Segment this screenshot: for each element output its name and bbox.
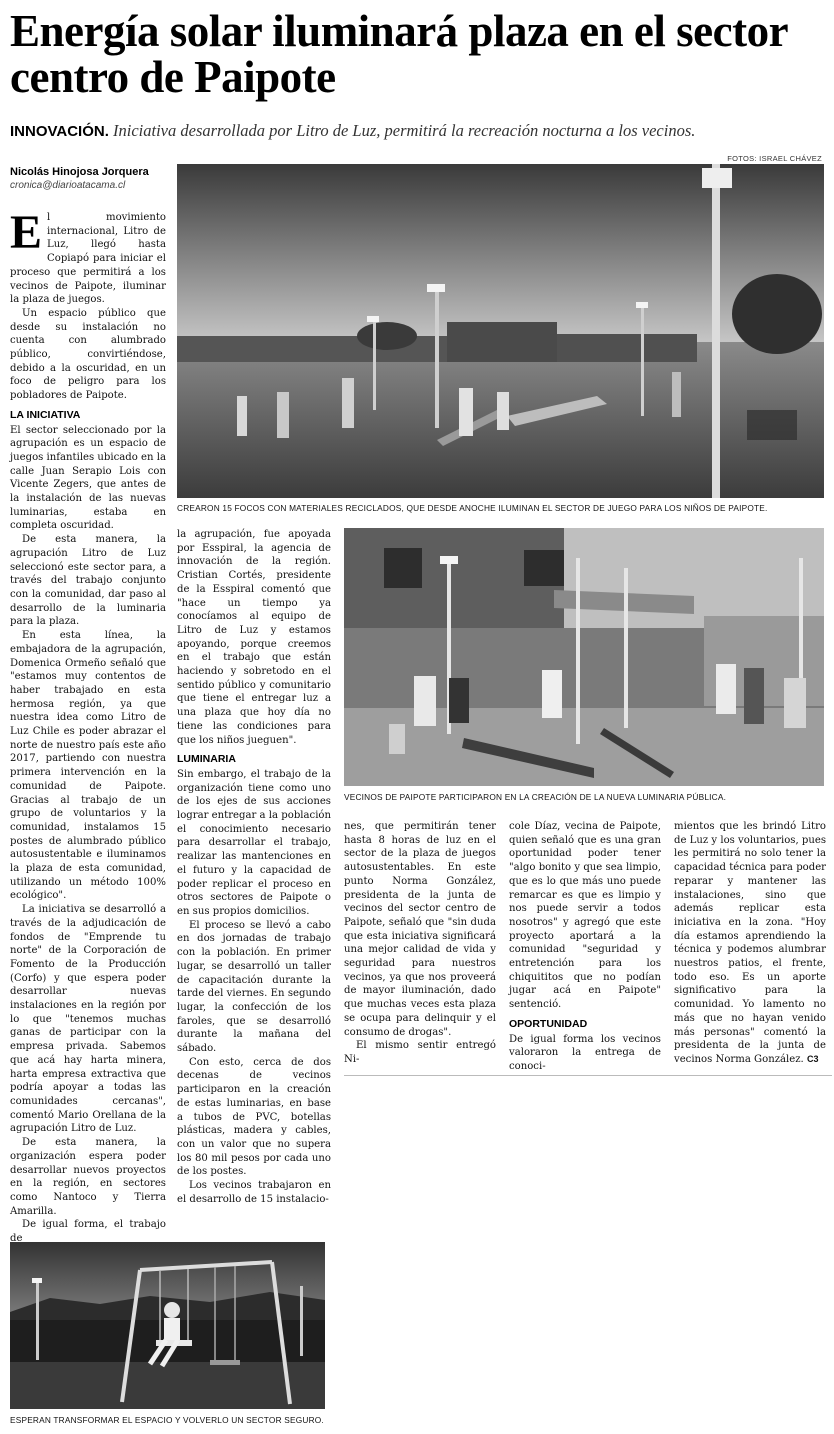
paragraph: El proceso se llevó a cabo en dos jornadas de trabajo con la población. En primer lugar, se desarrolló un taller de capacitación durante la tarde del viernes. En segundo lugar, la confección de los faroles, que se desarrolló durante la mañana del sábado.	[177, 919, 331, 1055]
caption-photo-1: CREARON 15 FOCOS CON MATERIALES RECICLADOS, QUE DESDE ANOCHE ILUMINAN EL SECTOR DE JUEGO PARA LOS NIÑOS DE PAIPOTE.	[177, 503, 768, 513]
child-on-swing-photo	[10, 1242, 325, 1409]
opening-paragraph	[10, 206, 166, 307]
evening-plaza-photo	[177, 164, 824, 498]
neighbors-installation-photo	[344, 528, 824, 786]
author-name: Nicolás Hinojosa Jorquera	[10, 166, 149, 178]
dropcap: E	[10, 206, 43, 259]
neighbors-installation-illustration	[344, 528, 824, 786]
closing-paragraph-text: mientos que les brindó Litro de Luz y los voluntarios, pues les permitirá no solo tener la capacidad técnica para poder reparar y mantener las instalaciones, sino que además replicar esta iniciativa en la zona. "Hoy día estamos aprendiendo la técnica y podemos alumbrar nuestros patios, el frente, todo eso. Es un aporte significativo para la comunidad. Yo lamento no más que no hayan venido más personas" comentó la presidenta de la junta de vecinos Norma González.	[674, 821, 826, 1065]
caption-photo-2: VECINOS DE PAIPOTE PARTICIPARON EN LA CREACIÓN DE LA NUEVA LUMINARIA PÚBLICA.	[344, 792, 727, 802]
subheading-la-iniciativa: LA INICIATIVA	[10, 408, 81, 421]
deck-text: Iniciativa desarrollada por Litro de Luz, permitirá la recreación nocturna a los vecinos.	[113, 121, 696, 140]
article-column-3	[344, 820, 496, 1068]
photo-credit: FOTOS: ISRAEL CHÁVEZ	[727, 154, 822, 163]
end-mark: C3	[806, 1053, 819, 1064]
paragraph: La iniciativa se desarrolló a través de la adjudicación de fondos de "Emprende tu norte" de la Corporación de Fomento de la Producción (Corfo) y que espera poder desarrollar nuevas instalaciones en la región por lo que "tenemos muchas ganas de participar con la empresa privada. Sabemos que acá hay harta minera, harta empresa extractiva que podría apoyar a todas las comunidades cercanas", comentó Mario Orellana de la agrupación Litro de Luz.	[10, 904, 166, 1135]
paragraph: nes, que permitirán tener hasta 8 horas de luz en el sector de la plaza de juegos autosustentables. En este punto Norma González, presidenta de la junta de vecinos del sector centro de Paipote, señaló que "sin duda que esta iniciativa significará una mejor calidad de vida y seguridad para nuestros vecinos, ya que nos proveerá de mayor iluminación, dado que muchas veces esta plaza se ocupa para delinquir y el consumo de drogas".	[344, 821, 496, 1038]
section-rule	[344, 1075, 832, 1076]
author-email[interactable]: cronica@diarioatacama.cl	[10, 180, 126, 191]
article-column-2	[177, 528, 331, 1236]
paragraph: Un espacio público que desde su instalación no cuenta con alumbrado público, convirtiéndose, debido a la oscuridad, en un foco de peligro para los pobladores de Paipote.	[10, 307, 166, 402]
paragraph: cole Díaz, vecina de Paipote, quien señaló que es una gran oportunidad poder tener "algo bonito y que sea limpio, que es lo que más uno puede remarcar es que es limpio y nos puede servir a todos nosotros" y agregó que este proyecto aportará a la comunidad "seguridad y entretención para los chiquititos que no podían jugar acá en Paipote" sentenció.	[509, 821, 661, 1011]
deck	[10, 121, 830, 142]
paragraph: De esta manera, la agrupación Litro de Luz seleccionó este sector para, a través del trabajo conjunto con la comunidad, dar paso al desarrollo de la luminaria para la plaza.	[10, 534, 166, 628]
paragraph: Con esto, cerca de dos decenas de vecinos participaron en la creación de estas luminarias, en base a tubos de PVC, botellas plásticas, madera y cables, con un valor que no supera los 80 mil pesos por cada uno de los postes.	[177, 1056, 331, 1178]
paragraph: Los vecinos trabajaron en el desarrollo de 15 instalacio-	[177, 1180, 331, 1205]
paragraph: De esta manera, la organización espera poder desarrollar nuevos proyectos en la región, en sectores como Nantoco y Tierra Amarilla.	[10, 1137, 166, 1217]
article-column-5	[674, 820, 826, 1068]
kicker: INNOVACIÓN.	[10, 123, 109, 140]
paragraph: Sin embargo, el trabajo de la organización tiene como uno de los ejes de sus acciones lograr entregar a la población el conocimiento necesario para desarrollar el trabajo, realizar las mantenciones en el futuro y la capacidad de poder replicar el proceso en otros sectores de Paipote o en sus propios domicilios.	[177, 768, 331, 917]
evening-plaza-illustration	[177, 164, 824, 498]
subheading-oportunidad: OPORTUNIDAD	[509, 1017, 588, 1030]
caption-photo-3: ESPERAN TRANSFORMAR EL ESPACIO Y VOLVERLO UN SECTOR SEGURO.	[10, 1415, 324, 1425]
paragraph: De igual forma los vecinos valoraron la entrega de conoci-	[509, 1033, 661, 1072]
paragraph: En esta línea, la embajadora de la agrupación, Domenica Ormeño señaló que "estamos muy contentos de haber trabajado en esta hermosa región, ya que nuestra idea como Litro de Luz Chile es poder abrazar el norte de nuestro país este año 2017, partiendo con nuestra primera intervención en la comunidad de Paipote. Gracias al trabajo de un grupo de voluntarios y la comunidad, instalamos 15 postes de alumbrado público autosustentable e iluminamos la plaza de esta comunidad, utilizando un método 100% ecológico".	[10, 630, 166, 902]
article-column-4	[509, 820, 661, 1072]
subheading-luminaria: LUMINARIA	[177, 753, 236, 766]
paragraph: El mismo sentir entregó Ni-	[344, 1040, 496, 1065]
paragraph	[674, 820, 826, 1067]
paragraph: El sector seleccionado por la agrupación es un espacio de juegos infantiles ubicado en la calle Juan Serapio Lois con Vicente Zegers, que antes de la instalación de las nuevas luminarias, estaba en completa oscuridad.	[10, 424, 166, 532]
headline: Energía solar iluminará plaza en el sector centro de Paipote	[10, 6, 788, 102]
byline	[10, 166, 170, 191]
paragraph: la agrupación, fue apoyada por Esspiral, la agencia de innovación de la región. Cristian Cortés, presidente de la Esspiral comentó que "hace un tiempo ya conocíamos al equipo de Litro de Luz y estamos apoyando, porque creemos en el trabajo que están haciendo y sobretodo en el sentido público y comunitario que tiene el entregar luz a una plaza que hoy día no tiene las condiciones para que los niños jueguen".	[177, 529, 331, 746]
opening-paragraph-text: l movimiento internacional, Litro de Luz, llegó hasta Copiapó para iniciar el proceso que permitirá a los vecinos de Paipote, iluminar la plaza de juegos.	[10, 212, 166, 306]
article-column-1	[10, 206, 166, 1245]
paragraph: De igual forma, el trabajo de	[10, 1219, 166, 1245]
child-on-swing-illustration	[10, 1242, 325, 1409]
